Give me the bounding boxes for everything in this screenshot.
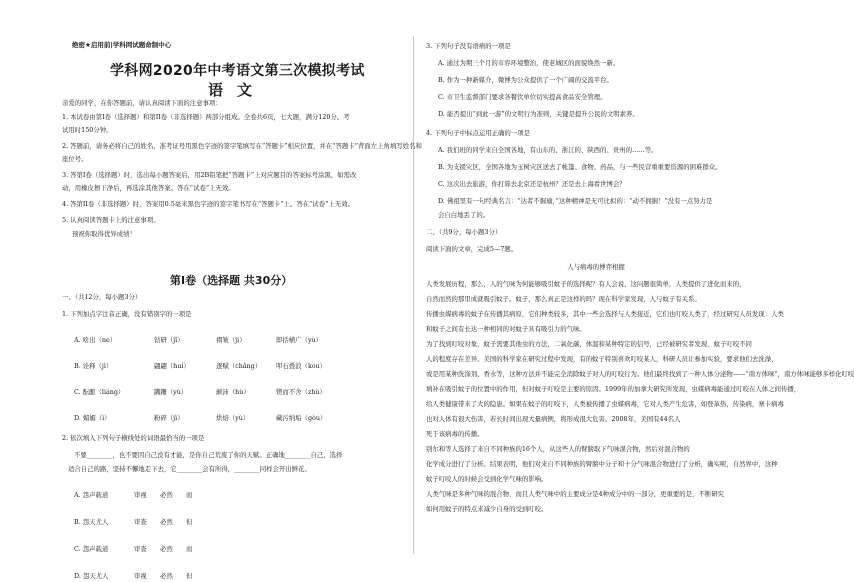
- option-item: 而: [186, 545, 193, 553]
- q2-option-d: [62, 563, 407, 582]
- option-item: 翩翩（huí）: [154, 362, 190, 370]
- part-heading: 一、（共12分，每小题3分）: [62, 293, 142, 301]
- option-item: 必然: [160, 572, 173, 580]
- article-line: 如何用蚊子的特点来减少自身的受到叮咬。: [426, 505, 548, 513]
- article-line: 自然而然的那里成就吸引蚊子。蚊子，那么真正是这样的吗？现在科学家发现，人与蚊子有关系。: [426, 295, 701, 303]
- article-line: 为了找到叮咬对象，蚊子需要其他虫的方法，二氧化碳，体温和某种特定的信号，已经被研究者发现，蚊子叮咬不同: [426, 340, 752, 348]
- option-item: A. 怨声载道: [74, 491, 109, 499]
- option-item: A. 啥出（ne）: [74, 336, 117, 344]
- q3-option: C. 市卫生监督部门要求各餐饮单位切实提高食品安全管理。: [438, 93, 607, 101]
- option-item: 钻研（jǐ）: [154, 336, 184, 344]
- notice-item: 座位号。: [62, 155, 88, 163]
- option-item: 审视: [134, 491, 147, 499]
- q2-option-c: [62, 536, 407, 555]
- notice-block: [62, 99, 422, 238]
- option-item: 粉碎（jì）: [154, 414, 184, 422]
- q1-option-a: [62, 327, 407, 346]
- article-line: 也对人体有很大伤害，若长时间出现大量病例，将形成很大危害。2008年，美国有44名人: [426, 415, 681, 423]
- option-item: 但: [186, 572, 193, 580]
- option-item: 审查: [134, 545, 147, 553]
- option-item: 藏污纳垢（gòu）: [276, 414, 327, 422]
- confidential-label: 绝密★启用前|学科网试题命制中心: [72, 41, 172, 49]
- notice-item: 4. 答第II卷（非选择题）时，答案用0.5毫米黑色字迹的签字笔书写在“答题卡”上。答在“试卷”上无效。: [62, 200, 355, 208]
- subject-title: 语文: [208, 81, 267, 99]
- q3-option: A. 通过为期三个月的市容环境整治，使老城区的面貌焕然一新。: [438, 59, 620, 67]
- notice-item: 动，用橡皮擦干净后，再选涂其他答案。答在“试卷”上无效。: [62, 184, 235, 192]
- article-line: 给人类健康带来了大的隐患。如果在蚊子的叮咬下，人类被传播了虫媒病毒，它对人类产生危害，如登革热，传染病，寨卡病毒: [426, 400, 784, 408]
- notice-wish: 预祝你取得优异成绩！: [72, 230, 136, 238]
- questions-right: [426, 42, 854, 513]
- option-item: 褶皱（ji）: [216, 336, 246, 344]
- notice-intro: 亲爱的同学，在你答题前，请认真阅读下面的注意事项：: [62, 99, 222, 107]
- section-title: 第Ⅰ卷（选择题 共30分）: [170, 274, 293, 287]
- article-line: 人类气味是多种气味的混合物，而且人类气味中的主要成分是4种成分中的一部分，更重要的是，不断研究: [426, 490, 725, 498]
- option-item: 逐赋（chǎng）: [216, 362, 262, 370]
- option-item: C. 怨声载道: [74, 545, 109, 553]
- article-body: [426, 280, 854, 513]
- article-line: 死于该病毒的传播。: [426, 430, 484, 438]
- questions-left: [62, 293, 407, 582]
- q4-option: B. 为支援灾区，全国各地为玉树灾区送去了帐篷、食物、药品，与一些民营重重要资源的困难群众。: [438, 163, 722, 171]
- q2-stem: 2. 依次填入下列句子横线处的词语最恰当的一项是: [62, 434, 205, 442]
- notice-item: 2. 答题前，请务必将自己的姓名、准考证号用黑色字迹的签字笔填写在“答题卡”相应位置，并在“答题卡”背面左上角填写姓名和: [62, 142, 422, 150]
- q2-option-a: [62, 482, 407, 501]
- q1-option-c: [62, 379, 407, 398]
- column-divider: [413, 36, 414, 554]
- option-item: 但: [186, 518, 193, 526]
- q4-option: A. 我们班的同学来自全国各地，有山东的、浙江的、陕西的、贵州的……等。: [438, 146, 658, 154]
- option-item: 必然: [160, 491, 173, 499]
- read-prompt: 阅读下面的文章，完成5—7题。: [426, 245, 518, 253]
- q4-stem: 4. 下列句子中标点运用正确的一项是: [426, 129, 530, 137]
- option-item: 蹒跚（yù）: [154, 388, 188, 396]
- article-line: 和蚊子之间有长达一种相同的对蚊子具有吸引力的气味。: [426, 325, 586, 333]
- article-line: 别尔和等人选择了来自不同种族的16个人，从这些人的臂膀取下气味混合物，然后对混合物的: [426, 445, 690, 453]
- q4-option: C. 这次出去旅游，你打算去北京还是杭州？还是去上海看世博会？: [438, 180, 626, 188]
- option-item: B. 诠释（jì）: [74, 362, 113, 370]
- article-line: 或是用某种洗涤剂、香水等，这种方法并不能完全消除蚊子对人的叮咬行为。他们最终找到了一种人体分泌物——“南方体味”，南方体味能够多样化叮咬: [426, 370, 854, 378]
- article-line: 蚊子叮咬人的时候会受到化学气味的影响。: [426, 475, 548, 483]
- q1-option-b: [62, 353, 407, 372]
- option-item: B. 怨天尤人: [74, 518, 109, 526]
- notice-item: 试用时150分钟。: [62, 126, 113, 134]
- q1-option-d: [62, 405, 407, 424]
- q4-option: D. 佛祖里有一句经典名言：“达者不掘瑜，”这种精神是无可比拟的：“动不拥掘！”没有一点努力是: [438, 197, 713, 205]
- option-item: 审视: [134, 572, 147, 580]
- q2-option-b: [62, 509, 407, 528]
- option-item: 而: [186, 491, 193, 499]
- q2-passage-line: 不要________，也不要因自己没有才能，是你自己荒废了你的天赋。正确地________自己，选择: [74, 451, 343, 459]
- q3-option: D. 能否提出“到此一游”的文明行为准则，关键是提升公民的文明素养。: [438, 110, 639, 118]
- notice-item: 3. 答第I卷（选择题）时，选出每小题答案后，用2B铅笔把“答题卡”上对应题目的答案标号涂黑，如需改: [62, 171, 357, 179]
- article-line: 化学成分进行了分析。结果表明，他们对来自不同种族的臂膀中分子和十分气味混合物进行了分析，确实呢，自然界中，这种: [426, 460, 778, 468]
- article-title: 人与病毒的博弈相握: [567, 263, 625, 271]
- q4-option: 会自白地丢了的。: [438, 211, 490, 219]
- option-item: 审查: [134, 518, 147, 526]
- article-line: 人类发展历程，那么，人的气味为何能够吸引蚊子的选择呢？有人会说，这问题很简单，人类提供了进化而来的，: [426, 280, 746, 288]
- q2-passage-line: 适合自己的路，坚持不懈地走下去，它________会有所得，________同样会开出鲜花。: [68, 465, 311, 473]
- option-item: 必然: [160, 545, 173, 553]
- exam-title: 学科网2020年中考语文第三次模拟考试: [110, 63, 365, 79]
- option-item: 烘焙（yù）: [216, 414, 250, 422]
- option-item: 即括横广（yù）: [276, 336, 323, 344]
- q3-option: B. 作为一种新媒介，微博为公众提供了一个广阔的交流平台。: [438, 76, 613, 84]
- option-item: 叩石叠浪（kou）: [276, 362, 327, 370]
- option-item: 必然: [160, 518, 173, 526]
- option-item: D. 怨天尤人: [74, 572, 109, 580]
- q1-stem: 1. 下列加点字注音正确，没有错别字的一项是: [62, 310, 192, 318]
- article-line: 人的程度存在差异。美国的科学家在研究过程中发现，有的蚊子特别喜欢叮咬某人，科研人员让参加实验，要求他们去洗澡、: [426, 355, 778, 363]
- option-item: D. 媚媚（ì）: [74, 414, 111, 422]
- option-item: 锲而不舍（zhù）: [276, 388, 326, 396]
- option-item: 颠沛（hù）: [216, 388, 250, 396]
- notice-item: 5. 认真阅读答题卡上的注意事项。: [62, 216, 160, 224]
- notice-item: 1. 本试卷由第I卷（选择题）和第II卷（非选择题）两部分组成。全卷共6页，七大题，满分120分。考: [62, 113, 350, 121]
- article-line: 填补在吸引蚊子的位置中的作用，但对蚊子叮咬是主要的原因。1999年的加拿大研究所发现，虫媒病毒能通过叮咬在人体之间传播，: [426, 385, 801, 393]
- option-item: C. 酝酿（liáng）: [74, 388, 125, 396]
- q3-stem: 3. 下列句子没有语病的一项是: [426, 42, 511, 50]
- article-line: 传播虫媒病毒的蚊子在传播其病原，它们种类较多，其中一些会选择与人类接近，它们也叮咬人类了，经过研究人员发现：人类: [426, 310, 784, 318]
- part-heading: 二、（共9分，每小题3分）: [426, 228, 502, 236]
